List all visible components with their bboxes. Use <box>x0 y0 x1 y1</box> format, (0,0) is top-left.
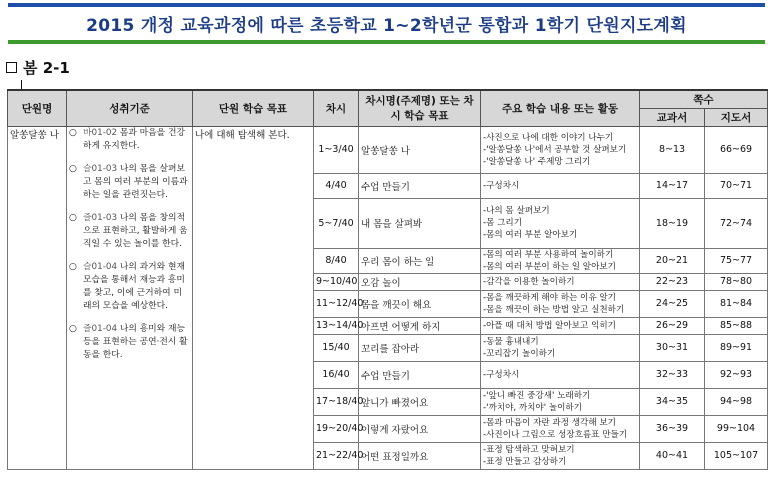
lesson-title-cell: 꼬리를 잡아라 <box>359 334 481 361</box>
activity-line: -몸의 여러 부분이 하는 일 알아보기 <box>483 261 616 272</box>
textbook-pages-cell: 18~19 <box>640 198 705 248</box>
guide-pages-cell: 66~69 <box>705 126 768 173</box>
standard-description: 나의 과거와 현재 모습을 통해서 재능과 흥미를 찾고, 이에 근거하여 미래의 모습을 예상한다. <box>83 261 185 311</box>
section-marker-tick <box>21 80 22 89</box>
header-pages: 쪽수 <box>640 90 768 108</box>
unit-name-cell: 알쏭달쏭 나 <box>8 126 67 469</box>
activities-cell <box>481 361 640 388</box>
activity-line: -감각을 이용한 놀이하기 <box>483 276 575 287</box>
activity-line: -표정 만들고 감상하기 <box>483 456 567 467</box>
activity-line: -구성차시 <box>483 369 520 380</box>
standard-text <box>83 163 190 202</box>
lesson-title-cell: 알쏭달쏭 나 <box>359 126 481 173</box>
period-cell: 11~12/40 <box>314 290 359 317</box>
guide-pages-cell: 105~107 <box>705 442 768 469</box>
standard-text <box>83 212 190 251</box>
activity-line: -몸과 마음이 자란 과정 생각해 보기 <box>483 417 616 428</box>
activities-cell <box>481 334 640 361</box>
activity-line: -몸의 여러 부분 알아보기 <box>483 230 578 240</box>
standard-text <box>83 261 190 313</box>
activity-line: -꼬리잡기 놀이하기 <box>483 348 556 359</box>
standard-code: 즐01-04 <box>83 323 118 334</box>
activity-line: -표정 탐색하고 맞혀보기 <box>483 444 575 455</box>
period-cell: 1~3/40 <box>314 126 359 173</box>
circle-bullet-icon: ○ <box>69 323 77 334</box>
unit-plan-table <box>7 89 768 470</box>
guide-pages-cell: 85~88 <box>705 317 768 334</box>
textbook-pages-cell: 8~13 <box>640 126 705 173</box>
standard-code: 슬01-04 <box>83 261 118 272</box>
standard-item <box>69 127 190 153</box>
textbook-pages-cell: 34~35 <box>640 388 705 415</box>
period-cell: 8/40 <box>314 248 359 273</box>
header-textbook: 교과서 <box>640 108 705 126</box>
standard-item <box>69 212 190 251</box>
activity-line: -나의 몸 살펴보기 <box>483 206 550 216</box>
activities-cell <box>481 273 640 290</box>
activity-line: -몸 그리기 <box>483 218 523 228</box>
lesson-title-cell: 이렇게 자랐어요 <box>359 415 481 442</box>
guide-pages-cell: 72~74 <box>705 198 768 248</box>
lesson-title-cell: 어떤 표정일까요 <box>359 442 481 469</box>
textbook-pages-cell: 14~17 <box>640 173 705 198</box>
activity-line: -사진으로 나에 대한 이야기 나누기 <box>483 132 614 143</box>
period-cell: 17~18/40 <box>314 388 359 415</box>
circle-bullet-icon: ○ <box>69 163 77 174</box>
guide-pages-cell: 94~98 <box>705 388 768 415</box>
lesson-title-cell: 앞니가 빠졌어요 <box>359 388 481 415</box>
textbook-pages-cell: 36~39 <box>640 415 705 442</box>
period-cell: 13~14/40 <box>314 317 359 334</box>
period-cell: 9~10/40 <box>314 273 359 290</box>
guide-pages-cell: 89~91 <box>705 334 768 361</box>
guide-pages-cell: 81~84 <box>705 290 768 317</box>
textbook-pages-cell: 22~23 <box>640 273 705 290</box>
activity-line: -사진이나 그림으로 성장흐름표 만들기 <box>483 429 628 440</box>
guide-pages-cell: 75~77 <box>705 248 768 273</box>
activity-line: -아플 때 대처 방법 알아보고 익히기 <box>483 320 616 331</box>
guide-pages-cell: 70~71 <box>705 173 768 198</box>
activities-cell <box>481 388 640 415</box>
textbook-pages-cell: 40~41 <box>640 442 705 469</box>
textbook-pages-cell: 32~33 <box>640 361 705 388</box>
activity-line: -몸을 깨끗하게 해야 하는 이유 알기 <box>483 292 616 303</box>
activity-line: -'까치야, 까치야' 놀이하기 <box>483 402 583 413</box>
page-title: 2015 개정 교육과정에 따른 초등학교 1~2학년군 통합과 1학기 단원지도계획 <box>86 16 687 36</box>
activities-cell <box>481 198 640 248</box>
standard-text <box>83 127 190 153</box>
standard-description: 나의 흥미와 재능 등을 표현하는 공연·전시 활동을 한다. <box>83 323 188 360</box>
textbook-pages-cell: 24~25 <box>640 290 705 317</box>
lesson-title-cell: 수업 만들기 <box>359 361 481 388</box>
activities-cell <box>481 442 640 469</box>
activities-cell <box>481 317 640 334</box>
period-cell: 19~20/40 <box>314 415 359 442</box>
header-lesson-title: 차시명(주제명) 또는 차시 학습 목표 <box>359 90 481 126</box>
activities-cell <box>481 415 640 442</box>
lesson-title-cell: 내 몸을 살펴봐 <box>359 198 481 248</box>
standard-text <box>83 323 190 362</box>
period-cell: 16/40 <box>314 361 359 388</box>
textbook-pages-cell: 20~21 <box>640 248 705 273</box>
standard-code: 즐01-03 <box>83 212 118 223</box>
header-unit: 단원명 <box>8 90 67 126</box>
standards-cell <box>67 126 193 469</box>
activity-line: -'알쏭달쏭 나'에서 공부할 것 살펴보기 <box>483 144 627 155</box>
section-label: 봄 2-1 <box>23 59 70 77</box>
checkbox-square-icon <box>6 62 17 73</box>
header-activities: 주요 학습 내용 또는 활동 <box>481 90 640 126</box>
activities-cell <box>481 126 640 173</box>
header-goal: 단원 학습 목표 <box>193 90 314 126</box>
guide-pages-cell: 99~104 <box>705 415 768 442</box>
title-top-rule <box>8 3 765 7</box>
title-bottom-rule <box>8 40 765 44</box>
table-row <box>8 126 768 173</box>
textbook-pages-cell: 26~29 <box>640 317 705 334</box>
standard-description: 몸과 마음을 건강하게 유지한다. <box>83 127 185 151</box>
circle-bullet-icon: ○ <box>69 127 77 138</box>
activity-line: -'앞니 빠진 중강새' 노래하기 <box>483 390 591 401</box>
period-cell: 21~22/40 <box>314 442 359 469</box>
activities-cell <box>481 173 640 198</box>
circle-bullet-icon: ○ <box>69 261 77 272</box>
activities-cell <box>481 290 640 317</box>
standard-code: 바01-02 <box>83 127 118 138</box>
header-guide: 지도서 <box>705 108 768 126</box>
standard-code: 슬01-03 <box>83 163 118 174</box>
lesson-title-cell: 몸을 깨끗이 해요 <box>359 290 481 317</box>
section-heading <box>6 57 70 78</box>
activity-line: -구성차시 <box>483 180 520 191</box>
standard-item <box>69 163 190 202</box>
period-cell: 4/40 <box>314 173 359 198</box>
activity-line: -몸을 깨끗이 하는 방법 알고 실천하기 <box>483 304 625 315</box>
lesson-title-cell: 오감 놀이 <box>359 273 481 290</box>
standard-description: 나의 몸을 살펴보고 몸의 여러 부분의 이름과 하는 일을 관련짓는다. <box>83 163 188 200</box>
standard-item <box>69 261 190 313</box>
activities-cell <box>481 248 640 273</box>
circle-bullet-icon: ○ <box>69 212 77 223</box>
lesson-title-cell: 우리 몸이 하는 일 <box>359 248 481 273</box>
standard-description: 나의 몸을 창의적으로 표현하고, 활발하게 움직일 수 있는 놀이를 한다. <box>83 212 188 249</box>
period-cell: 15/40 <box>314 334 359 361</box>
standard-item <box>69 323 190 362</box>
activity-line: -동물 흉내내기 <box>483 336 539 347</box>
activity-line: -몸의 여러 부분 사용하여 놀이하기 <box>483 249 614 260</box>
lesson-title-cell: 아프면 어떻게 하지 <box>359 317 481 334</box>
header-period: 차시 <box>314 90 359 126</box>
unit-goal-cell: 나에 대해 탐색해 본다. <box>193 126 314 469</box>
activity-line: -'알쏭달쏭 나' 주제망 그리기 <box>483 156 591 167</box>
header-standards: 성취기준 <box>67 90 193 126</box>
guide-pages-cell: 78~80 <box>705 273 768 290</box>
guide-pages-cell: 92~93 <box>705 361 768 388</box>
lesson-title-cell: 수업 만들기 <box>359 173 481 198</box>
textbook-pages-cell: 30~31 <box>640 334 705 361</box>
period-cell: 5~7/40 <box>314 198 359 248</box>
